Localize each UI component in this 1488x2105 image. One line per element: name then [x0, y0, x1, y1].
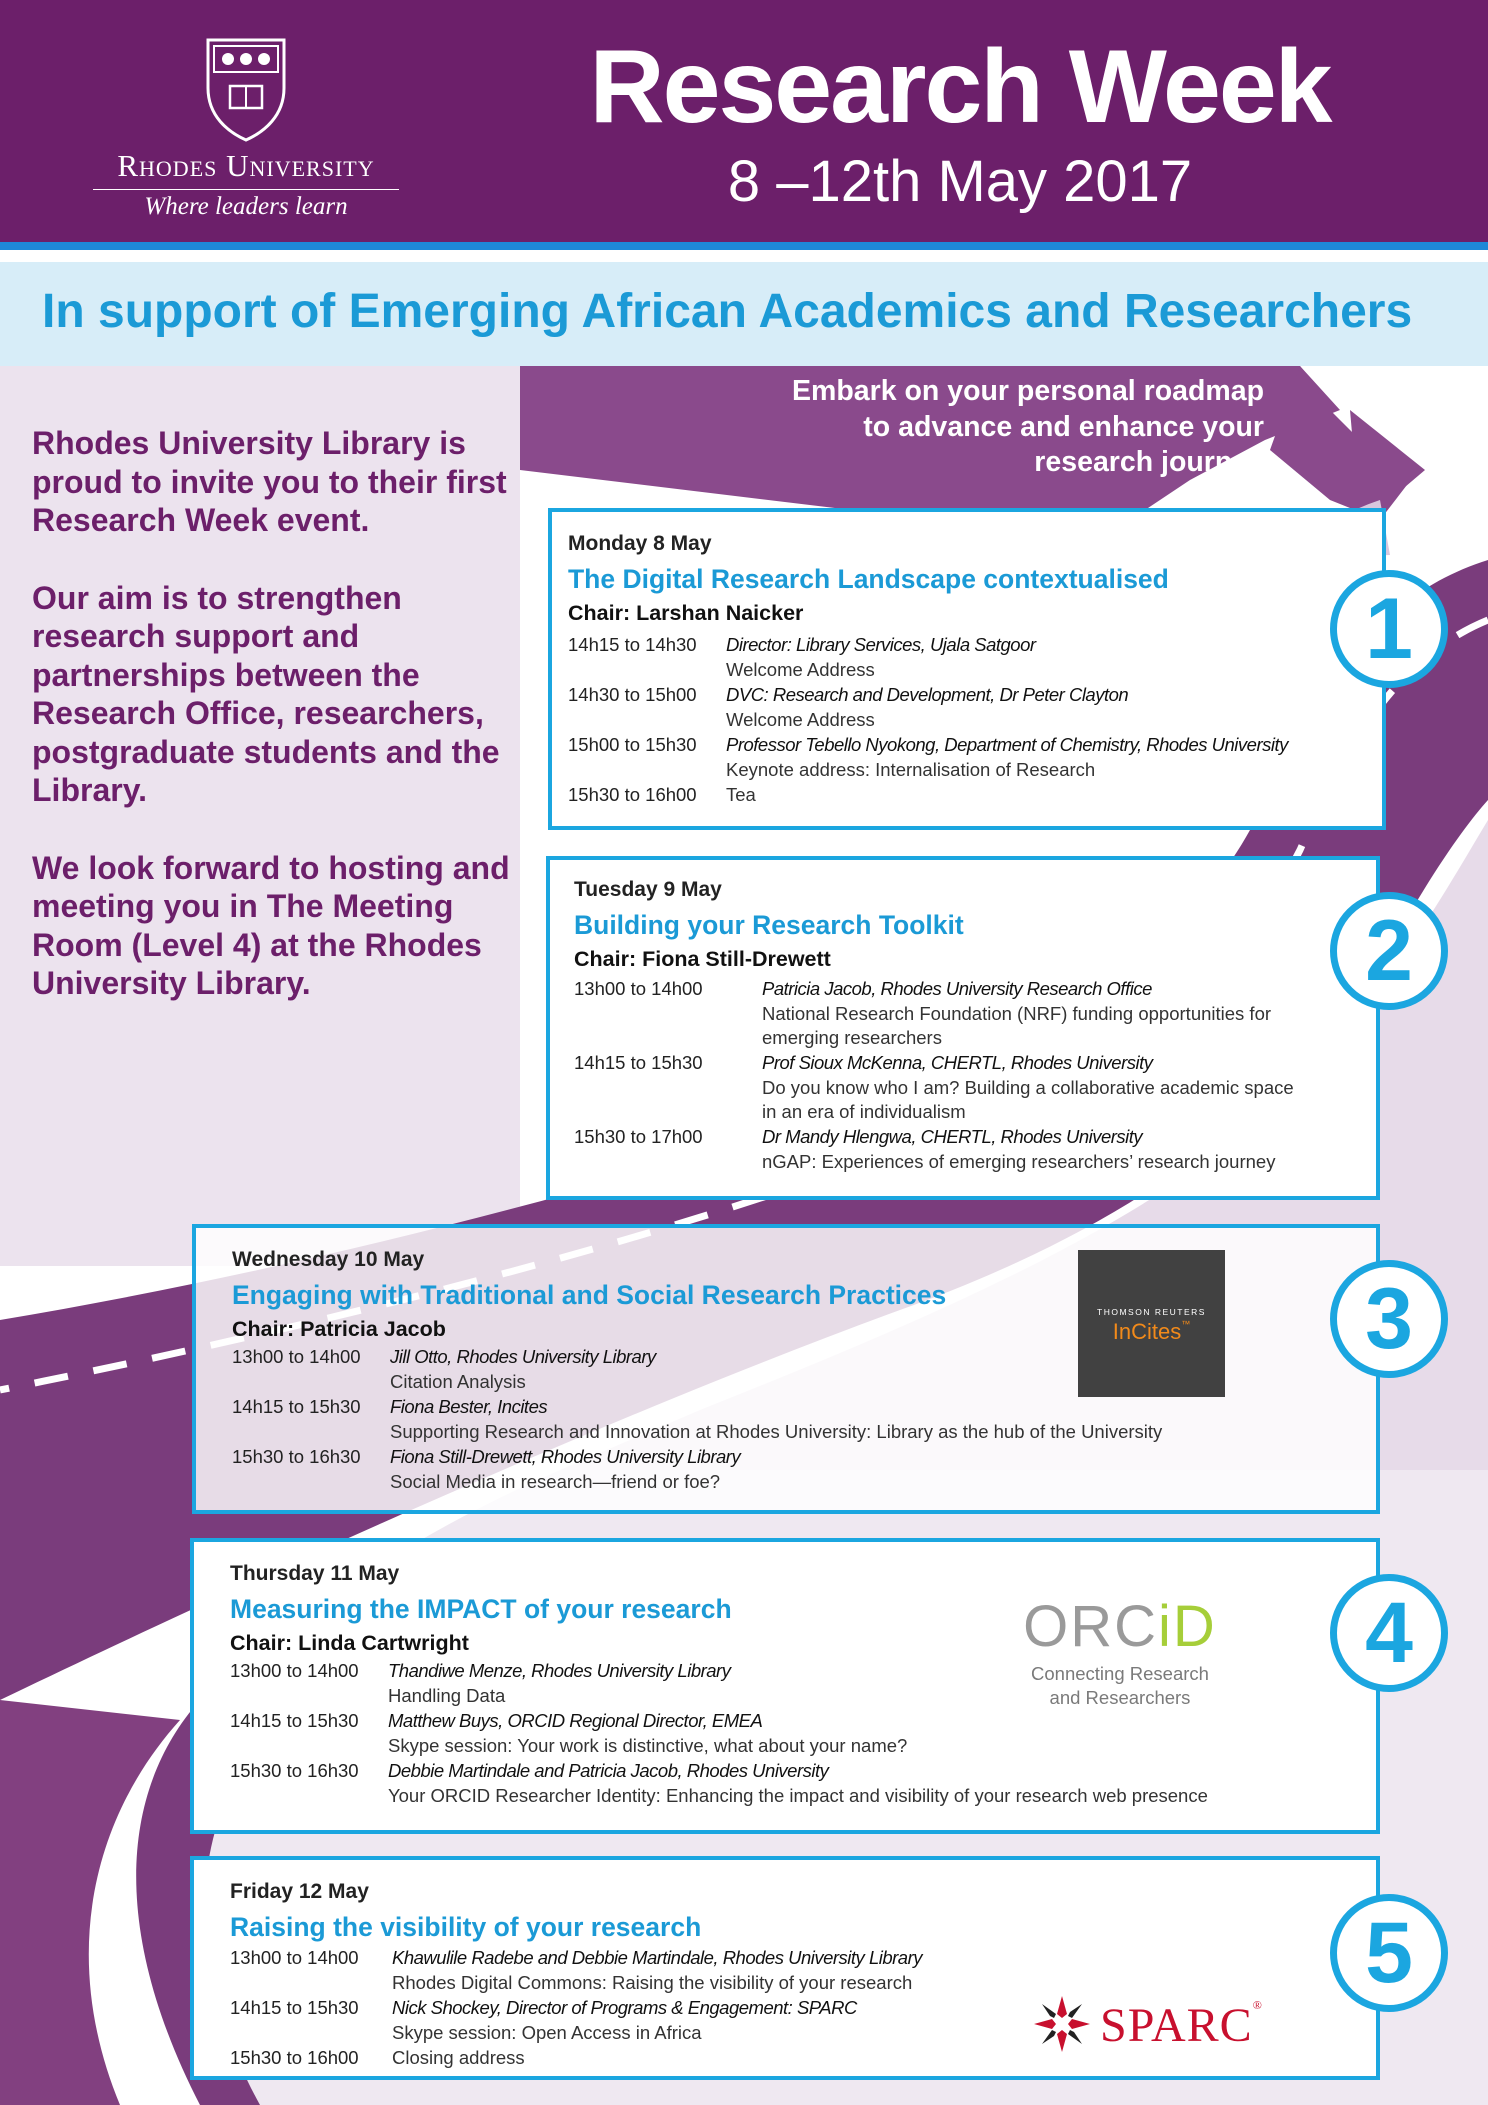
talk-description: National Research Foundation (NRF) funding opportunities for emerging researchers	[762, 1003, 1272, 1048]
time-slot: 14h30 to 15h00	[568, 684, 697, 705]
talk-description: Handling Data	[388, 1685, 506, 1706]
schedule-row	[230, 1758, 1362, 1808]
session-title: Engaging with Traditional and Social Research Practices	[232, 1280, 947, 1310]
talk-description: Tea	[726, 784, 756, 805]
time-slot: 13h00 to 14h00	[574, 978, 703, 999]
day-label: Wednesday 10 May	[232, 1248, 425, 1271]
schedule-row	[574, 1050, 1362, 1124]
session-chair: Chair: Larshan Naicker	[568, 601, 804, 625]
incites-publisher: THOMSON REUTERS	[1097, 1307, 1206, 1317]
time-slot: 15h00 to 15h30	[568, 734, 697, 755]
roadmap-line: to advance and enhance your	[863, 410, 1264, 443]
speaker: Director: Library Services, Ujala Satgoor	[726, 634, 1036, 655]
speaker: Patricia Jacob, Rhodes University Research Office	[762, 978, 1152, 999]
talk-description: nGAP: Experiences of emerging researchers’ research journey	[762, 1151, 1276, 1172]
page-title: Research Week	[589, 29, 1331, 145]
intro-paragraph: Our aim is to strengthen research support and partnerships between the Research Office, researchers, postgraduate students and the Library.	[32, 579, 500, 808]
schedule-row	[574, 976, 1362, 1050]
session-title: Building your Research Toolkit	[574, 910, 964, 940]
schedule-row	[568, 782, 1368, 808]
subtitle-text: In support of Emerging African Academics and Researchers	[42, 285, 1413, 338]
time-slot: 15h30 to 16h30	[232, 1446, 361, 1467]
session-chair: Chair: Fiona Still-Drewett	[574, 947, 831, 971]
schedule-row	[232, 1444, 1362, 1494]
incites-logo	[1078, 1250, 1225, 1397]
talk-description: Closing address	[392, 2047, 525, 2068]
orcid-logo	[1000, 1594, 1240, 1710]
roadmap-line: research journey	[1034, 446, 1264, 478]
day-number-badge: 2	[1330, 892, 1448, 1010]
session-chair: Chair: Patricia Jacob	[232, 1317, 446, 1341]
time-slot: 15h30 to 16h30	[230, 1760, 359, 1781]
speaker: Nick Shockey, Director of Programs & Engagement: SPARC	[392, 1997, 857, 2018]
speaker: Fiona Still-Drewett, Rhodes University Library	[390, 1446, 741, 1467]
time-slot: 15h30 to 17h00	[574, 1126, 703, 1147]
time-slot: 13h00 to 14h00	[230, 1947, 359, 1968]
schedule-row	[230, 1708, 1362, 1758]
talk-description: Social Media in research—friend or foe?	[390, 1471, 721, 1492]
orcid-slogan: Connecting Research	[1031, 1663, 1209, 1684]
speaker: Fiona Bester, Incites	[390, 1396, 548, 1417]
roadmap-caption	[640, 374, 1264, 481]
intro-paragraph: We look forward to hosting and meeting you in The Meeting Room (Level 4) at the Rhodes University Library.	[32, 849, 510, 1001]
speaker: Prof Sioux McKenna, CHERTL, Rhodes University	[762, 1052, 1153, 1073]
day-number-badge: 3	[1330, 1260, 1448, 1378]
time-slot: 15h30 to 16h00	[230, 2047, 359, 2068]
talk-description: Do you know who I am? Building a collaborative academic space in an era of individualism	[762, 1077, 1294, 1122]
incites-trademark: ™	[1181, 1319, 1191, 1329]
talk-description: Rhodes Digital Commons: Raising the visibility of your research	[392, 1972, 913, 1993]
university-tagline: Where leaders learn	[144, 193, 348, 220]
roadmap-line: Embark on your personal roadmap	[792, 375, 1264, 407]
speaker: DVC: Research and Development, Dr Peter Clayton	[726, 684, 1129, 705]
day-card-monday	[548, 508, 1386, 830]
talk-description: Welcome Address	[726, 659, 875, 680]
intro-text	[32, 424, 522, 1042]
talk-description: Skype session: Open Access in Africa	[392, 2022, 702, 2043]
talk-description: Keynote address: Internalisation of Research	[726, 759, 1096, 780]
speaker: Dr Mandy Hlengwa, CHERTL, Rhodes University	[762, 1126, 1143, 1147]
session-title: Raising the visibility of your research	[230, 1912, 702, 1942]
day-number-badge: 5	[1330, 1894, 1448, 2012]
speaker: Thandiwe Menze, Rhodes University Library	[388, 1660, 731, 1681]
schedule-row	[574, 1124, 1362, 1174]
talk-description: Citation Analysis	[390, 1371, 526, 1392]
time-slot: 13h00 to 14h00	[232, 1346, 361, 1367]
time-slot: 14h15 to 15h30	[230, 1710, 359, 1731]
orcid-wordmark: ORC	[1023, 1594, 1159, 1659]
university-name: Rhodes University	[117, 148, 375, 183]
university-logo	[86, 36, 406, 226]
time-slot: 14h15 to 14h30	[568, 634, 697, 655]
talk-description: Supporting Research and Innovation at Rhodes University: Library as the hub of the University	[390, 1421, 1163, 1442]
logo-divider	[93, 189, 399, 190]
schedule-row	[232, 1394, 1362, 1444]
talk-description: Welcome Address	[726, 709, 875, 730]
intro-paragraph: Rhodes University Library is proud to invite you to their first Research Week event.	[32, 425, 507, 538]
time-slot: 14h15 to 15h30	[230, 1997, 359, 2018]
speaker: Jill Otto, Rhodes University Library	[390, 1346, 656, 1367]
schedule-row	[568, 732, 1368, 782]
day-label: Monday 8 May	[568, 532, 712, 555]
sparc-wordmark: SPARC	[1100, 1999, 1253, 2052]
talk-description: Your ORCID Researcher Identity: Enhancing the impact and visibility of your research web presence	[388, 1785, 1208, 1806]
schedule-row	[568, 632, 1368, 682]
incites-name: InCites	[1112, 1319, 1182, 1344]
time-slot: 15h30 to 16h00	[568, 784, 697, 805]
speaker: Khawulile Radebe and Debbie Martindale, Rhodes University Library	[392, 1947, 922, 1968]
speaker: Professor Tebello Nyokong, Department of Chemistry, Rhodes University	[726, 734, 1288, 755]
time-slot: 13h00 to 14h00	[230, 1660, 359, 1681]
talk-description: Skype session: Your work is distinctive, what about your name?	[388, 1735, 908, 1756]
schedule-row	[230, 1945, 1362, 1995]
schedule-row	[568, 682, 1368, 732]
orcid-slogan: and Researchers	[1049, 1687, 1191, 1708]
orcid-id-mark: iD	[1158, 1594, 1217, 1659]
sparc-logo	[1030, 1994, 1263, 2054]
speaker: Matthew Buys, ORCID Regional Director, EMEA	[388, 1710, 763, 1731]
day-number-badge: 4	[1330, 1574, 1448, 1692]
speaker: Debbie Martindale and Patricia Jacob, Rhodes University	[388, 1760, 829, 1781]
header	[0, 0, 1488, 250]
session-title: Measuring the IMPACT of your research	[230, 1594, 732, 1624]
time-slot: 14h15 to 15h30	[232, 1396, 361, 1417]
sparc-burst-icon	[1032, 1994, 1092, 2054]
crest-icon	[204, 36, 288, 142]
day-card-tuesday	[546, 856, 1380, 1200]
session-title: The Digital Research Landscape contextualised	[568, 564, 1169, 594]
day-number-badge: 1	[1330, 570, 1448, 688]
day-label: Friday 12 May	[230, 1880, 369, 1903]
event-dates: 8 –12th May 2017	[727, 149, 1193, 214]
sparc-registered: ®	[1252, 1998, 1263, 2012]
day-label: Tuesday 9 May	[574, 878, 722, 901]
time-slot: 14h15 to 15h30	[574, 1052, 703, 1073]
day-label: Thursday 11 May	[230, 1562, 400, 1585]
session-chair: Chair: Linda Cartwright	[230, 1631, 469, 1655]
